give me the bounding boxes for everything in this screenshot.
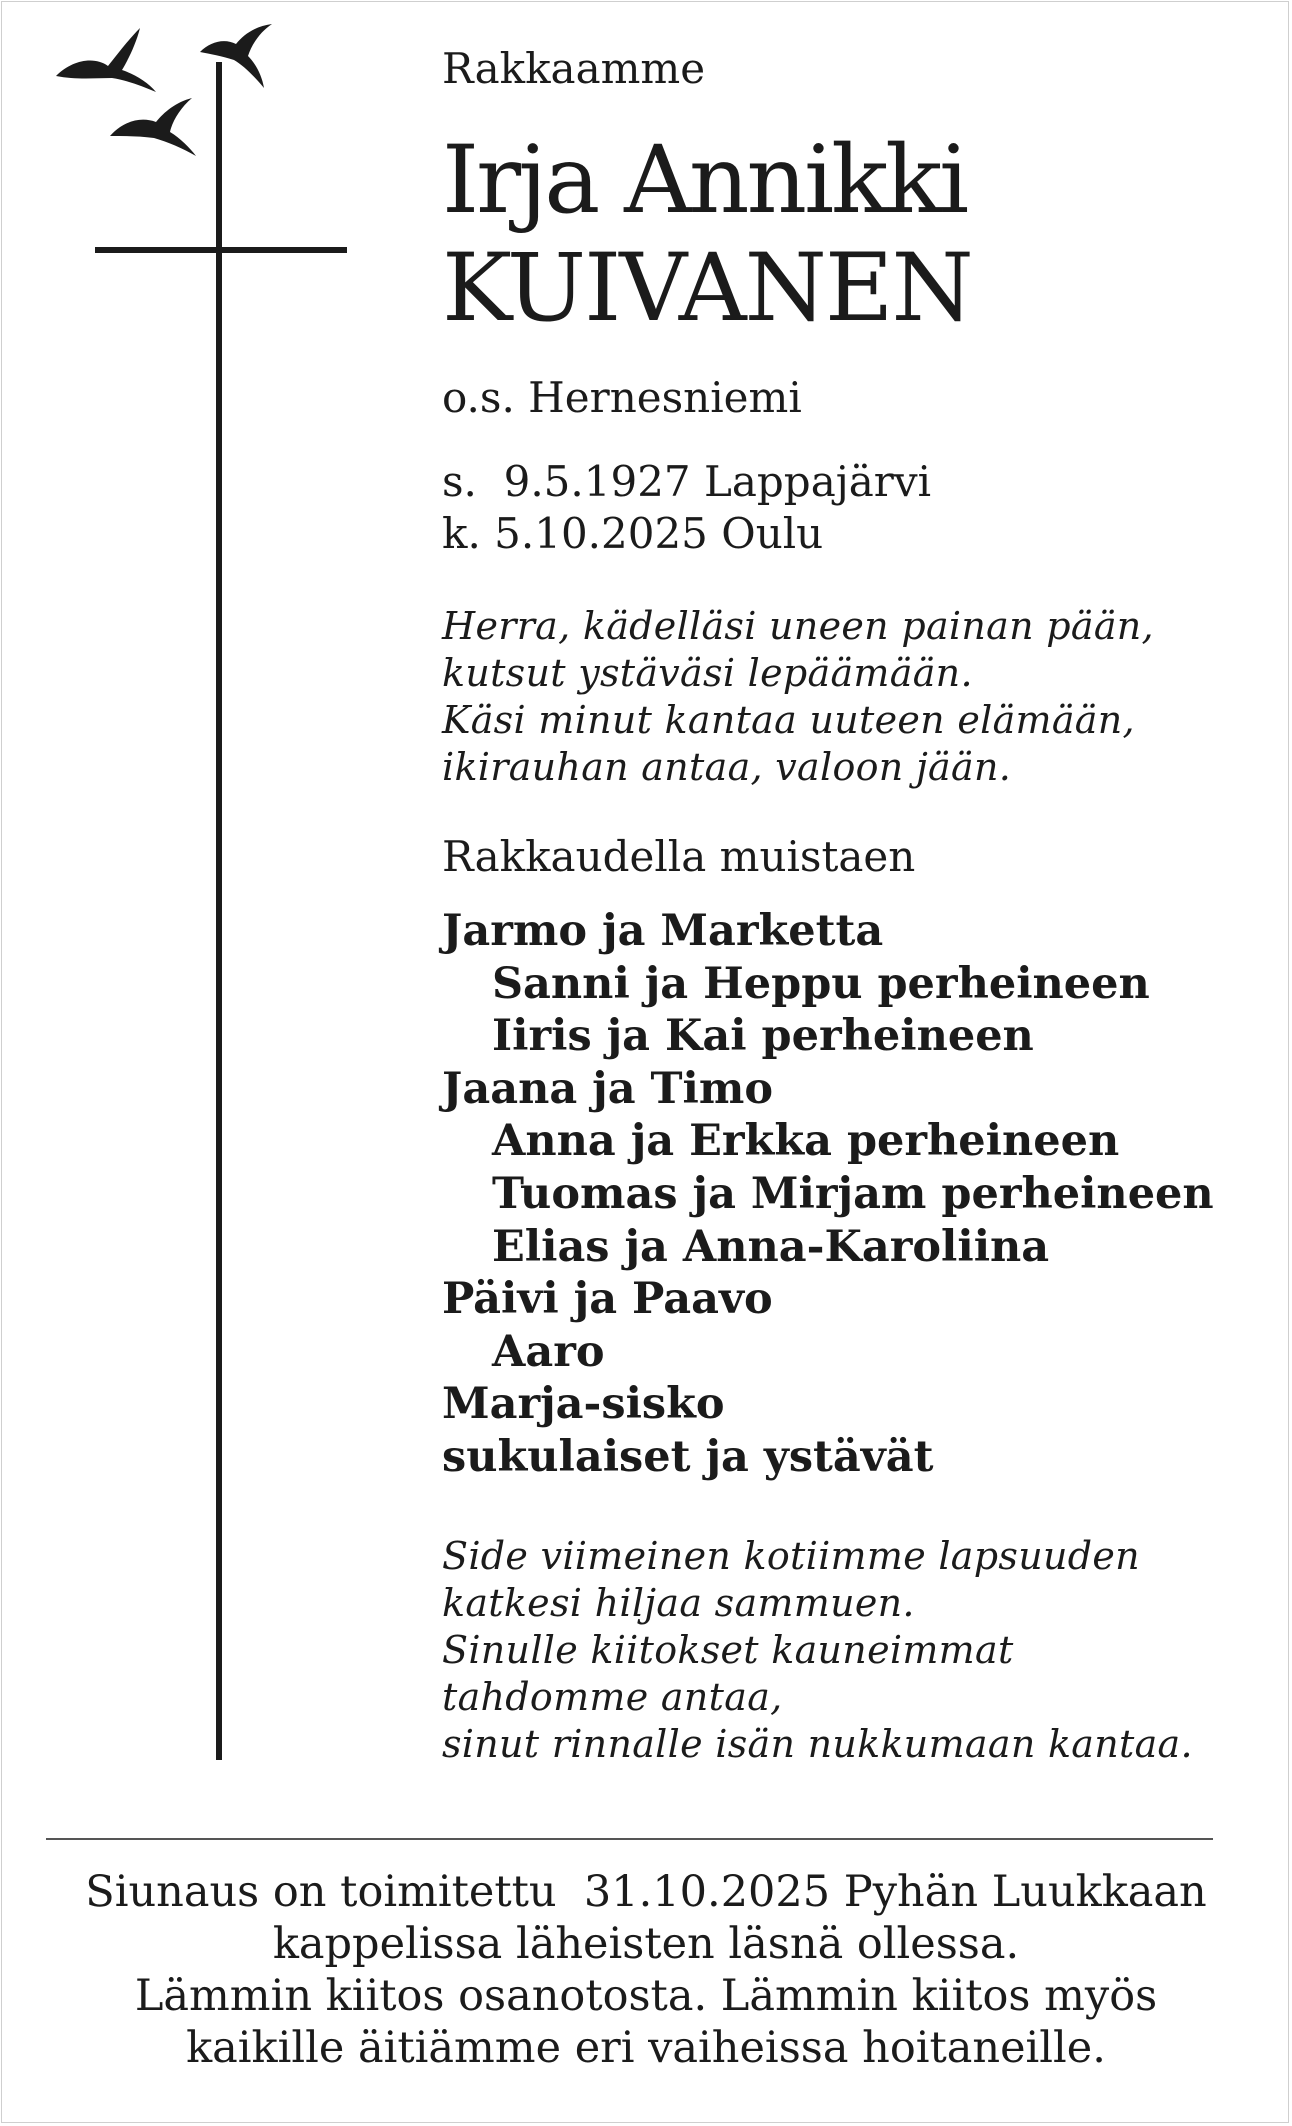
bird-icon: [110, 98, 196, 156]
divider-line: [46, 1838, 1213, 1840]
family-member: sukulaiset ja ystävät: [442, 1431, 934, 1482]
intro-text: Rakkaamme: [442, 44, 706, 93]
poem-bottom: [442, 1533, 1262, 1768]
deceased-first-names: Irja Annikki: [442, 126, 967, 235]
notice-line: kappelissa läheisten läsnä ollessa.: [272, 1919, 1020, 1969]
poem-line: katkesi hiljaa sammuen.: [442, 1581, 915, 1625]
memory-line: Rakkaudella muistaen: [442, 832, 916, 881]
notice-line: kaikille äitiämme eri vaiheissa hoitaneille.: [186, 2023, 1106, 2073]
poem-line: Käsi minut kantaa uuteen elämään,: [442, 698, 1135, 742]
poem-line: tahdomme antaa,: [442, 1675, 783, 1719]
family-member: Aaro: [492, 1326, 605, 1377]
family-member: Jarmo ja Marketta: [442, 906, 884, 956]
family-member: Marja-sisko: [442, 1379, 725, 1430]
birth-date: s. 9.5.1927 Lappajärvi: [442, 457, 932, 506]
poem-line: Herra, kädelläsi uneen painan pään,: [442, 604, 1154, 648]
death-date: k. 5.10.2025 Oulu: [442, 509, 824, 558]
poem-top: [442, 603, 1262, 791]
family-member: Iiris ja Kai perheineen: [492, 1011, 1034, 1062]
poem-line: ikirauhan antaa, valoon jään.: [442, 745, 1012, 789]
life-dates: [442, 456, 1262, 560]
family-member: Elias ja Anna-Karoliina: [492, 1221, 1050, 1272]
maiden-name: o.s. Hernesniemi: [442, 373, 802, 422]
family-member: Sanni ja Heppu perheineen: [492, 958, 1150, 1009]
family-member: Anna ja Erkka perheineen: [492, 1116, 1120, 1167]
family-member: Päivi ja Paavo: [442, 1274, 773, 1325]
poem-line: sinut rinnalle isän nukkumaan kantaa.: [442, 1722, 1193, 1766]
poem-line: Side viimeinen kotiimme lapsuuden: [442, 1534, 1140, 1578]
deceased-surname: KUIVANEN: [442, 234, 972, 343]
poem-line: kutsut ystäväsi lepäämään.: [442, 651, 973, 695]
bird-icon: [56, 28, 156, 92]
funeral-notice: [0, 1866, 1292, 2074]
family-member: Jaana ja Timo: [442, 1063, 774, 1114]
cross-vertical-bar: [216, 62, 222, 1760]
family-list: [442, 905, 1262, 1484]
cross-horizontal-bar: [95, 247, 347, 253]
bird-icon: [200, 24, 272, 88]
notice-line: Lämmin kiitos osanotosta. Lämmin kiitos myös: [134, 1971, 1158, 2021]
family-member: Tuomas ja Mirjam perheineen: [492, 1168, 1214, 1219]
poem-line: Sinulle kiitokset kauneimmat: [442, 1628, 1014, 1672]
notice-line: Siunaus on toimitettu 31.10.2025 Pyhän Luukkaan: [85, 1867, 1207, 1917]
birds-icon: [50, 18, 310, 158]
